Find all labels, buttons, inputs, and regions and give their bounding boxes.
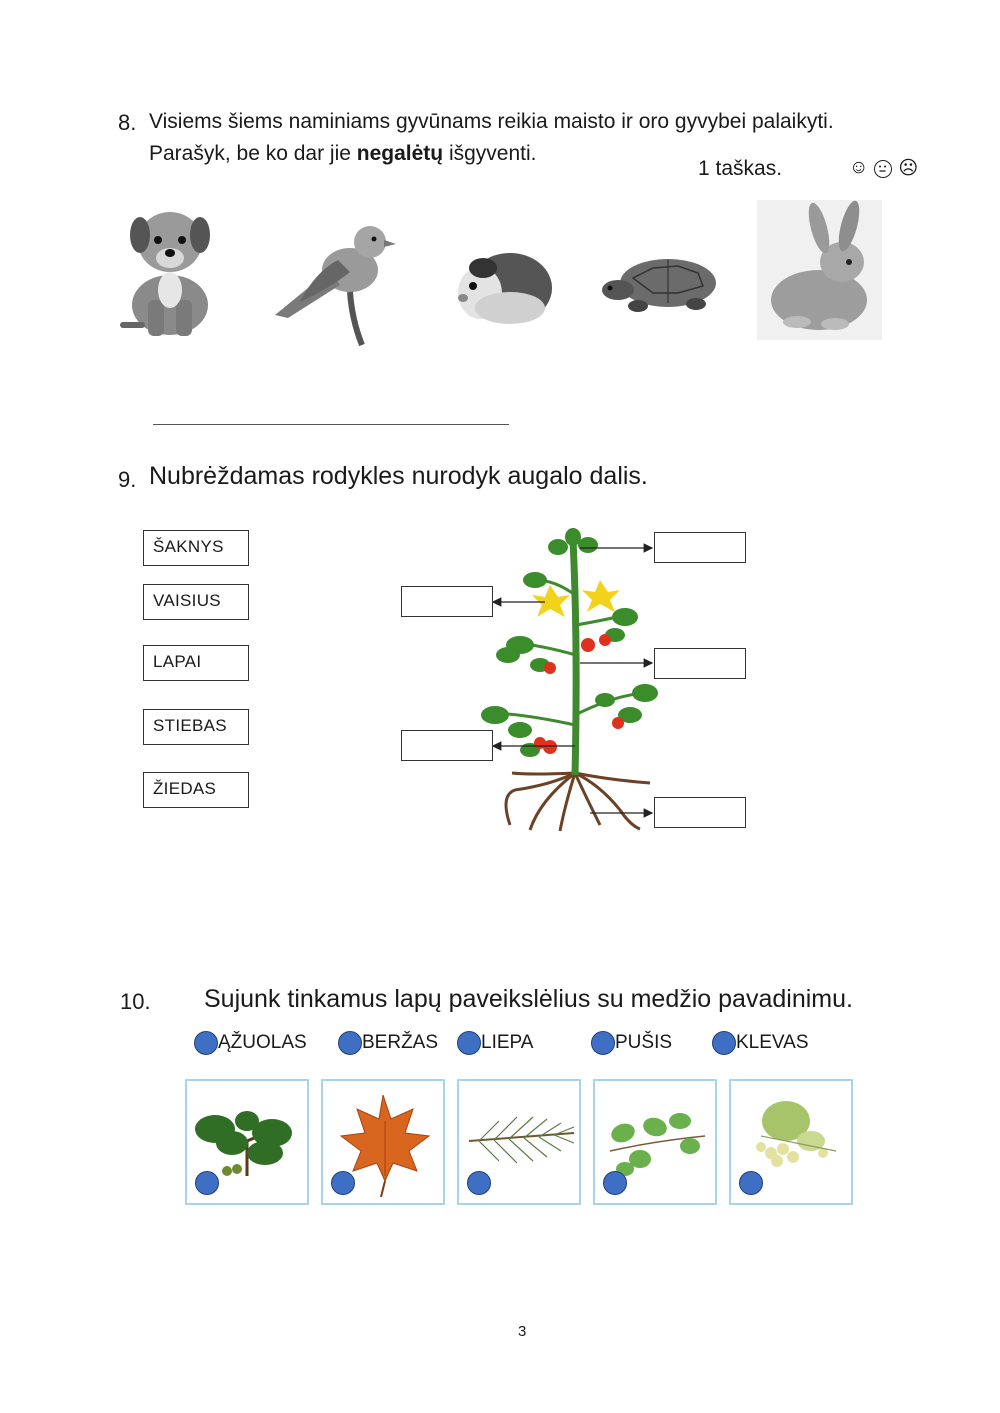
target-box-1[interactable] <box>654 532 746 563</box>
page-number: 3 <box>518 1323 527 1340</box>
connector-dot[interactable] <box>331 1171 355 1195</box>
q8-line1: Visiems šiems naminiams gyvūnams reikia maisto ir oro gyvybei palaikyti. <box>149 110 834 133</box>
connector-dot[interactable] <box>194 1031 218 1055</box>
q10-number: 10. <box>120 989 151 1014</box>
q8-line2-bold: negalėtų <box>356 142 444 165</box>
roots-icon <box>506 773 650 831</box>
tree-pusis[interactable]: PUŠIS <box>591 1031 672 1055</box>
q9-number: 9. <box>118 467 137 492</box>
label-ziedas[interactable]: ŽIEDAS <box>143 772 249 808</box>
answer-line[interactable] <box>153 424 509 425</box>
smiley-neutral-icon[interactable] <box>874 160 892 178</box>
q8-number: 8. <box>118 110 137 135</box>
label-vaisius[interactable]: VAISIUS <box>143 584 249 620</box>
turtle-icon <box>598 248 728 318</box>
q8-line2-end: išgyventi. <box>443 142 537 165</box>
leaf-card-pine[interactable] <box>457 1079 581 1205</box>
tree-liepa[interactable]: LIEPA <box>457 1031 533 1055</box>
smiley-happy-icon[interactable]: ☺ <box>849 157 869 178</box>
q8-line2 <box>149 138 537 170</box>
target-box-2[interactable] <box>401 586 493 617</box>
smiley-sad-icon[interactable]: ☹ <box>898 158 919 179</box>
points-label: 1 taškas. <box>698 157 783 180</box>
dog-icon <box>118 200 223 340</box>
label-stiebas[interactable]: STIEBAS <box>143 709 249 745</box>
label-lapai[interactable]: LAPAI <box>143 645 249 681</box>
leaf-card-linden[interactable] <box>729 1079 853 1205</box>
connector-dot[interactable] <box>591 1031 615 1055</box>
tree-berzas[interactable]: BERŽAS <box>338 1031 438 1055</box>
guinea-pig-icon <box>455 238 555 328</box>
tree-azuolas[interactable]: ĄŽUOLAS <box>194 1031 307 1055</box>
connector-dot[interactable] <box>457 1031 481 1055</box>
rabbit-icon <box>757 200 882 340</box>
connector-dot[interactable] <box>195 1171 219 1195</box>
self-assessment-smileys[interactable] <box>849 157 918 180</box>
tree-klevas[interactable]: KLEVAS <box>712 1031 809 1055</box>
canary-icon <box>270 210 400 350</box>
target-box-4[interactable] <box>401 730 493 761</box>
label-saknys[interactable]: ŠAKNYS <box>143 530 249 566</box>
connector-dot[interactable] <box>712 1031 736 1055</box>
q8-line2-start: Parašyk, be ko dar jie <box>149 142 357 165</box>
leaf-card-maple[interactable] <box>321 1079 445 1205</box>
q9-text: Nubrėždamas rodykles nurodyk augalo dalis. <box>149 462 648 490</box>
connector-dot[interactable] <box>603 1171 627 1195</box>
connector-dot[interactable] <box>467 1171 491 1195</box>
connector-dot[interactable] <box>739 1171 763 1195</box>
target-box-3[interactable] <box>654 648 746 679</box>
stem-icon <box>573 540 576 775</box>
target-box-5[interactable] <box>654 797 746 828</box>
leaf-card-birch[interactable] <box>593 1079 717 1205</box>
q10-text: Sujunk tinkamus lapų paveikslėlius su medžio pavadinimu. <box>204 985 853 1013</box>
tomato-plant-diagram <box>400 525 750 835</box>
leaf-card-oak[interactable] <box>185 1079 309 1205</box>
connector-dot[interactable] <box>338 1031 362 1055</box>
